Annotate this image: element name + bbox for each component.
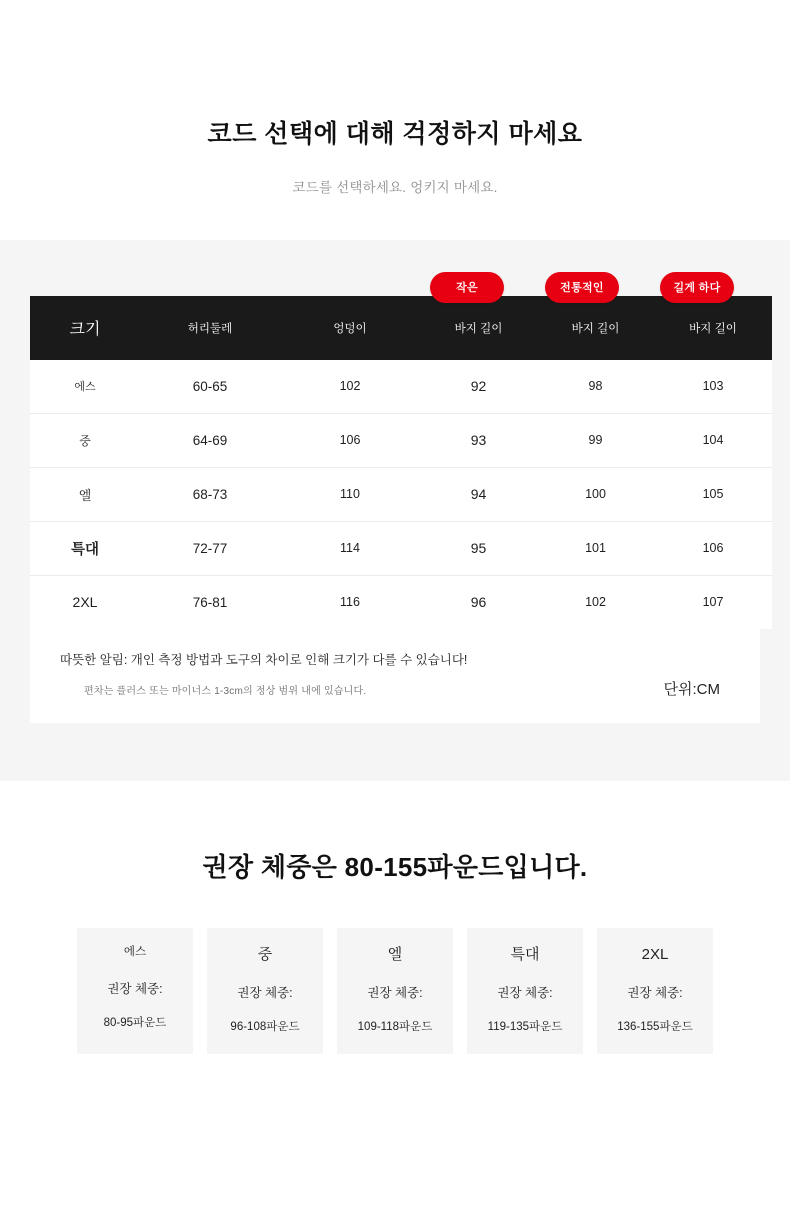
weight-card-label: 권장 체중: (497, 986, 553, 1001)
cell-length-long: 107 (702, 595, 724, 609)
cell-length-short: 96 (470, 594, 487, 610)
weight-card-size: 에스 (123, 946, 147, 959)
weight-card (597, 928, 713, 1054)
table-header-row (30, 296, 772, 360)
cell-length-regular: 102 (585, 595, 606, 609)
header-length-short: 바지 길이 (420, 296, 537, 360)
fit-pill-long: 길게 하다 (660, 272, 734, 303)
weight-card-label: 권장 체중: (107, 982, 163, 997)
fit-pill-short: 작은 (430, 272, 504, 303)
cell-hip: 106 (280, 413, 420, 467)
header-length-regular: 바지 길이 (537, 296, 654, 360)
weight-card (467, 928, 583, 1054)
cell-length-regular: 101 (537, 521, 654, 575)
cell-waist: 60-65 (140, 360, 280, 414)
cell-length-regular: 98 (537, 360, 654, 414)
cell-size: 특대 (30, 521, 140, 575)
measurement-note-block (30, 629, 760, 724)
table-row (30, 467, 772, 521)
hero-section (0, 0, 790, 196)
cell-size: 2XL (72, 594, 98, 610)
cell-length-long: 106 (654, 521, 772, 575)
weight-card-range: 136-155파운드 (617, 1021, 693, 1034)
weight-card-label: 권장 체중: (237, 986, 293, 1001)
size-chart-table (30, 296, 772, 629)
size-chart-header (30, 296, 772, 360)
cell-size: 중 (30, 413, 140, 467)
table-row (30, 360, 772, 414)
header-hip: 엉덩이 (280, 296, 420, 360)
cell-waist: 64-69 (140, 413, 280, 467)
table-row (30, 413, 772, 467)
cell-length-long: 104 (654, 413, 772, 467)
cell-length-long: 103 (654, 360, 772, 414)
unit-label: 단위:CM (663, 681, 720, 699)
cell-hip: 110 (280, 467, 420, 521)
header-length-long: 바지 길이 (654, 296, 772, 360)
cell-waist: 76-81 (192, 594, 228, 610)
weight-card-range: 119-135파운드 (487, 1021, 563, 1034)
table-row (30, 521, 772, 575)
cell-length-regular: 99 (537, 413, 654, 467)
weight-title: 권장 체중은 80-155파운드입니다. (202, 852, 588, 883)
weight-card-size: 엘 (387, 946, 403, 964)
weight-card-label: 권장 체중: (367, 986, 423, 1001)
page-subtitle: 코드를 선택하세요. 엉키지 마세요. (292, 179, 498, 195)
weight-card (337, 928, 453, 1054)
cell-length-long: 105 (654, 467, 772, 521)
size-table-wrapper (30, 281, 760, 724)
page-title: 코드 선택에 대해 걱정하지 마세요 (207, 120, 583, 148)
table-row (30, 575, 772, 629)
header-size: 크기 (30, 296, 140, 360)
weight-section (0, 781, 790, 1054)
cell-length-short: 93 (420, 413, 537, 467)
weight-card-range: 80-95파운드 (103, 1017, 167, 1030)
cell-length-short: 95 (420, 521, 537, 575)
size-table-section (0, 240, 790, 782)
weight-card-label: 권장 체중: (627, 986, 683, 1001)
weight-card-range: 96-108파운드 (230, 1021, 300, 1034)
weight-card-size: 2XL (641, 946, 669, 964)
weight-card (77, 928, 193, 1054)
weight-card (207, 928, 323, 1054)
cell-length-short: 92 (420, 360, 537, 414)
cell-length-short: 94 (420, 467, 537, 521)
weight-card-size: 특대 (510, 946, 540, 964)
weight-card-list (0, 928, 790, 1054)
measurement-note-main: 따뜻한 알림: 개인 측정 방법과 도구의 차이로 인해 크기가 다를 수 있습니다! (60, 652, 468, 667)
cell-hip: 114 (280, 521, 420, 575)
cell-size: 에스 (30, 360, 140, 414)
weight-card-size: 중 (257, 946, 273, 964)
cell-hip: 102 (280, 360, 420, 414)
cell-length-regular: 100 (537, 467, 654, 521)
fit-pill-regular: 전통적인 (545, 272, 619, 303)
size-chart-body (30, 360, 772, 629)
weight-card-range: 109-118파운드 (357, 1021, 433, 1034)
cell-hip: 116 (340, 595, 360, 609)
cell-waist: 72-77 (140, 521, 280, 575)
cell-waist: 68-73 (140, 467, 280, 521)
cell-size: 엘 (30, 467, 140, 521)
measurement-note-sub: 편차는 플러스 또는 마이너스 1-3cm의 정상 범위 내에 있습니다. (84, 686, 367, 698)
header-waist: 허리둘레 (140, 296, 280, 360)
